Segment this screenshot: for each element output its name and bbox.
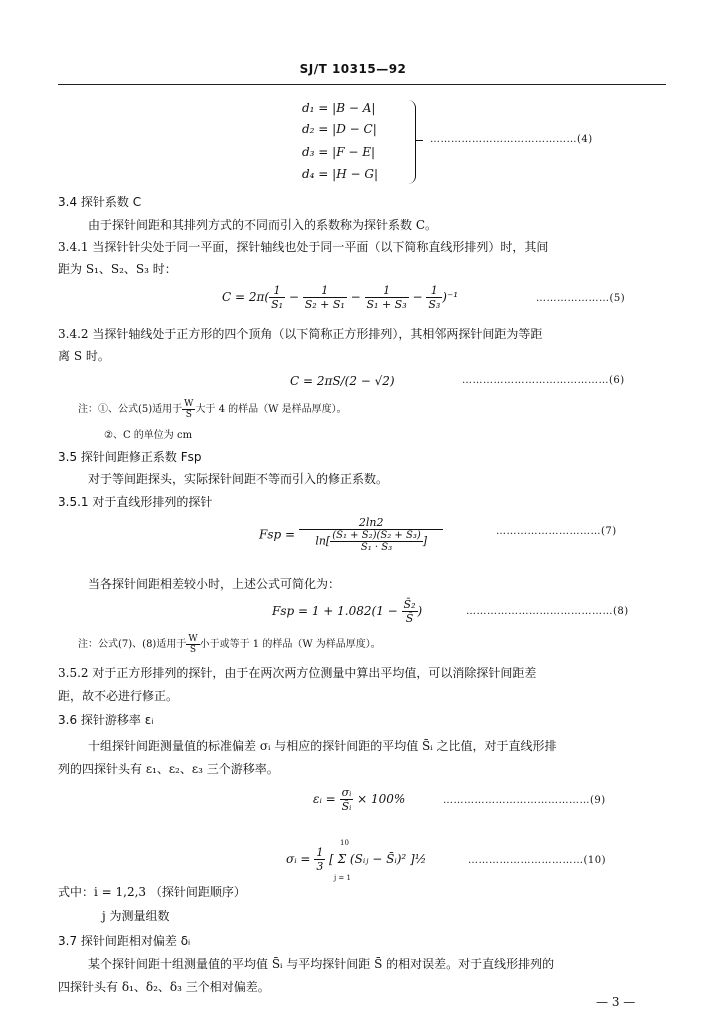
eq10-number: ……………………………(10) — [468, 855, 607, 866]
section-3-5-2-line-2: 距，故不必进行修正。 — [58, 689, 179, 703]
section-3-7-line-2: 四探针头有 δ₁、δ₂、δ₃ 三个相对偏差。 — [58, 980, 270, 994]
section-3-6-line-2: 列的四探针头有 ε₁、ε₂、ε₃ 三个游移率。 — [58, 762, 279, 776]
eq10-sum-lower: j = 1 — [334, 874, 351, 882]
eq4-line-3: d₃ = |F − E| — [302, 145, 376, 159]
eq4-line-2: d₂ = |D − C| — [302, 122, 377, 136]
note-2: 注：公式(7)、(8)适用于 $\frac{W}{S}$ 小于或等于 1 的样品（W 为样品厚度）。 — [78, 634, 381, 655]
section-3-5-heading: 3.5 探针间距修正系数 Fsp — [58, 450, 202, 464]
section-3-6-heading: 3.6 探针游移率 εᵢ — [58, 713, 154, 727]
page-number: — 3 — — [596, 995, 636, 1009]
eq9-number: ……………………………………(9) — [443, 795, 606, 806]
section-3-7-heading: 3.7 探针间距相对偏差 δᵢ — [58, 934, 191, 948]
header-rule — [58, 84, 666, 85]
eq4-line-1: d₁ = |B − A| — [302, 101, 376, 115]
eq4-brace — [405, 100, 416, 184]
note-1b: ②、C 的单位为 cm — [104, 430, 193, 441]
section-3-4-2-line-1: 3.4.2 当探针轴线处于正方形的四个顶角（以下简称正方形排列），其相邻两探针间距为等距 — [58, 327, 543, 341]
section-3-4-1-line-2: 距为 S₁、S₂、S₃ 时： — [58, 262, 177, 276]
eq10-formula: σᵢ = $\frac{1}{3}$ [ Σ (Sᵢⱼ − S̄ᵢ)² ]½ — [286, 846, 427, 873]
eq8-formula: Fsp = 1 + 1.082(1 − $\frac{\text{S̄₂}}{S̄}$ ) — [272, 598, 423, 625]
note-1a: 注：①、公式(5)适用于 $\frac{W}{S}$ 大于 4 的样品（W 是样品厚度）。 — [78, 399, 347, 420]
where-line-1: 式中：i = 1,2,3 （探针间距顺序） — [58, 885, 246, 899]
section-3-4-body: 由于探针间距和其排列方式的不同而引入的系数称为探针系数 C。 — [88, 218, 437, 232]
eq4-brace-tip — [415, 140, 423, 141]
eq7-formula: Fsp = 2ln2 ln[ $\frac{\text{(S₁ + S₂)(S₂ + S₃)}}{\text{S₁ · S₃}}$ ] — [259, 516, 443, 553]
eq8-number: ……………………………………(8) — [466, 606, 629, 617]
eq4-line-4: d₄ = |H − G| — [302, 167, 378, 181]
section-3-4-2-line-2: 离 S 时。 — [58, 349, 110, 363]
eq5-formula: C = 2π( $\frac{1}{\text{S₁}}$ − $\frac{1}{\text{S₂ + S₁}}$ − $\frac{1}{\text{S₁ + S₃}}$ − $\frac{1}{\text{S₃}}$ )⁻¹ — [222, 284, 459, 311]
section-3-6-line-1: 十组探针间距测量值的标准偏差 σᵢ 与相应的探针间距的平均值 S̄ᵢ 之比值，对于直线形排 — [88, 739, 557, 753]
section-3-7-line-1: 某个探针间距十组测量值的平均值 S̄ᵢ 与平均探针间距 S̄ 的相对误差。对于直线形排列的 — [88, 957, 555, 971]
section-3-5-2-line-1: 3.5.2 对于正方形排列的探针，由于在两次两方位测量中算出平均值，可以消除探针间距差 — [58, 666, 537, 680]
eq10-sum-upper: 10 — [340, 839, 349, 847]
eq4-number: ……………………………………(4) — [430, 134, 593, 145]
where-line-2: j 为测量组数 — [102, 909, 170, 923]
eq9-formula: εᵢ = $\frac{\text{σᵢ}}{\text{S̄ᵢ}}$ × 100% — [313, 786, 406, 813]
section-3-4-heading: 3.4 探针系数 C — [58, 195, 142, 209]
eq7-number: …………………………(7) — [496, 526, 617, 537]
simplify-text: 当各探针间距相差较小时，上述公式可简化为： — [88, 577, 341, 591]
section-3-5-body: 对于等间距探头，实际探针间距不等而引入的修正系数。 — [88, 472, 389, 486]
eq5-number: …………………(5) — [536, 293, 626, 304]
eq6-formula: C = 2πS/(2 − √2) — [290, 374, 395, 388]
page-header: SJ/T 10315—92 — [299, 62, 407, 76]
eq6-number: ……………………………………(6) — [462, 375, 625, 386]
section-3-4-1-line-1: 3.4.1 当探针针尖处于同一平面，探针轴线也处于同一平面（以下简称直线形排列）时，其间 — [58, 240, 549, 254]
section-3-5-1-heading: 3.5.1 对于直线形排列的探针 — [58, 495, 213, 509]
